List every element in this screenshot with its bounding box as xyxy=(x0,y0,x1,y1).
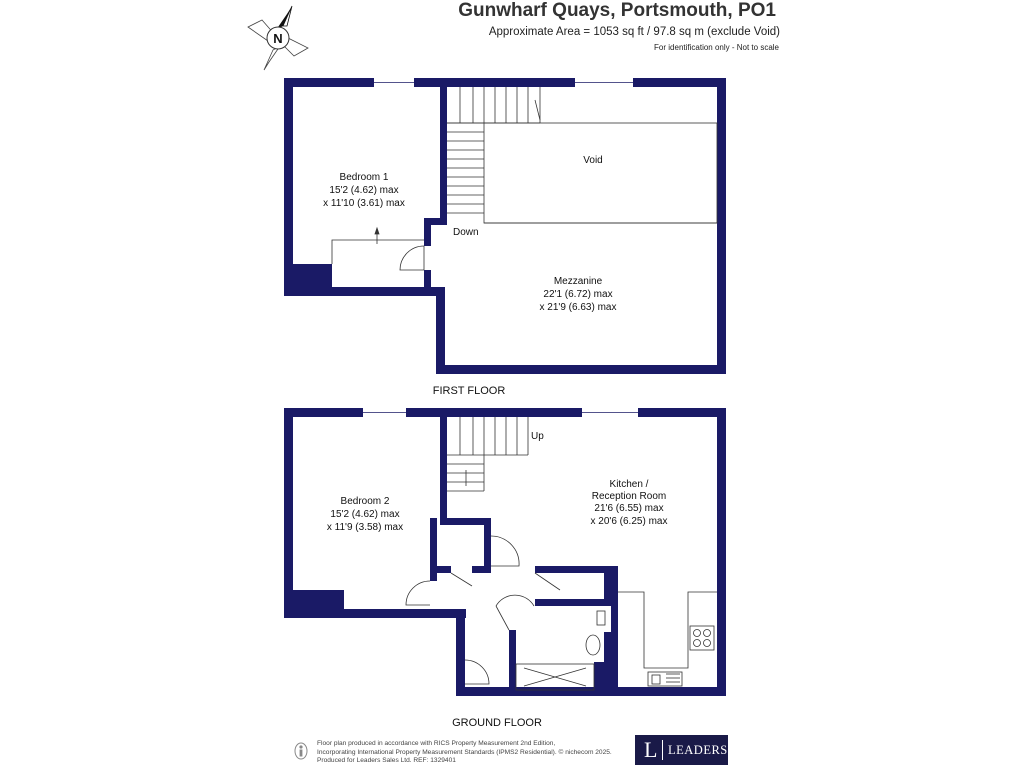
property-title: Gunwharf Quays, Portsmouth, PO1 xyxy=(458,0,776,21)
stairs-up-label: Up xyxy=(531,431,544,442)
leaders-logo xyxy=(635,735,728,765)
wall xyxy=(284,78,726,87)
room-dim1-bedroom-2: 15'2 (4.62) max xyxy=(330,509,400,520)
wall xyxy=(436,365,726,374)
wall xyxy=(284,408,726,417)
person-info-icon xyxy=(294,742,308,760)
wall xyxy=(424,270,431,296)
room-dim1-kitchen: 21'6 (6.55) max xyxy=(594,503,664,514)
approximate-area: Approximate Area = 1053 sq ft / 97.8 sq m (exclude Void) xyxy=(488,26,780,38)
footer-line-2: Incorporating International Property Measurement Standards (IPMS2 Residential). © nichecom 2025. xyxy=(317,748,612,756)
room-dim2-kitchen: x 20'6 (6.25) max xyxy=(590,516,668,527)
compass-letter: N xyxy=(273,31,283,46)
ground-floor-plan xyxy=(284,408,726,696)
wall xyxy=(472,566,491,573)
room-name-void: Void xyxy=(583,155,603,166)
ground-floor-label: GROUND FLOOR xyxy=(452,717,542,729)
wall xyxy=(430,573,437,581)
room-name-kitchen: Kitchen / xyxy=(609,479,649,490)
stairs-down-label: Down xyxy=(453,227,479,238)
logo-letter: L xyxy=(644,737,658,762)
wall xyxy=(440,408,447,524)
compass-icon xyxy=(248,6,308,70)
staircase xyxy=(447,87,540,213)
first-floor-fittings xyxy=(332,87,717,270)
wall xyxy=(284,408,293,618)
footer-line-1: Floor plan produced in accordance with RICS Property Measurement 2nd Edition, xyxy=(317,740,556,747)
first-floor-plan xyxy=(284,78,726,374)
room-name-bedroom-2: Bedroom 2 xyxy=(340,496,390,507)
wall xyxy=(430,566,451,573)
room-dim1-mezzanine: 22'1 (6.72) max xyxy=(543,289,613,300)
wall xyxy=(717,408,726,696)
logo-word: LEADERS xyxy=(668,742,728,757)
wall xyxy=(509,630,516,696)
wall xyxy=(594,662,611,696)
room-dim1-bedroom-1: 15'2 (4.62) max xyxy=(329,185,399,196)
first-floor-label: FIRST FLOOR xyxy=(432,385,506,397)
wall xyxy=(424,218,431,246)
wall xyxy=(440,518,491,525)
wall xyxy=(284,78,293,296)
wall xyxy=(535,599,611,606)
room-dim2-mezzanine: x 21'9 (6.63) max xyxy=(539,302,617,313)
ground-floor-fittings xyxy=(406,417,717,690)
wall xyxy=(284,264,332,296)
wall xyxy=(611,566,618,696)
footer-credits xyxy=(317,740,612,766)
wall xyxy=(456,687,726,696)
room-name-reception: Reception Room xyxy=(591,491,667,502)
wall xyxy=(436,287,445,374)
logo-divider xyxy=(662,740,663,760)
wall xyxy=(456,609,465,696)
identification-note: For identification only - Not to scale xyxy=(654,43,779,52)
wall xyxy=(440,78,447,224)
staircase xyxy=(447,417,528,491)
wall xyxy=(484,518,491,568)
wall xyxy=(535,566,611,573)
room-dim2-bedroom-2: x 11'9 (3.58) max xyxy=(326,522,404,533)
footer-line-3: Produced for Leaders Sales Ltd. REF: 1329401 xyxy=(317,757,456,765)
room-name-mezzanine: Mezzanine xyxy=(553,276,603,287)
room-dim2-bedroom-1: x 11'10 (3.61) max xyxy=(323,198,405,209)
room-name-bedroom-1: Bedroom 1 xyxy=(339,172,389,183)
wall xyxy=(284,590,344,618)
wall xyxy=(717,78,726,374)
